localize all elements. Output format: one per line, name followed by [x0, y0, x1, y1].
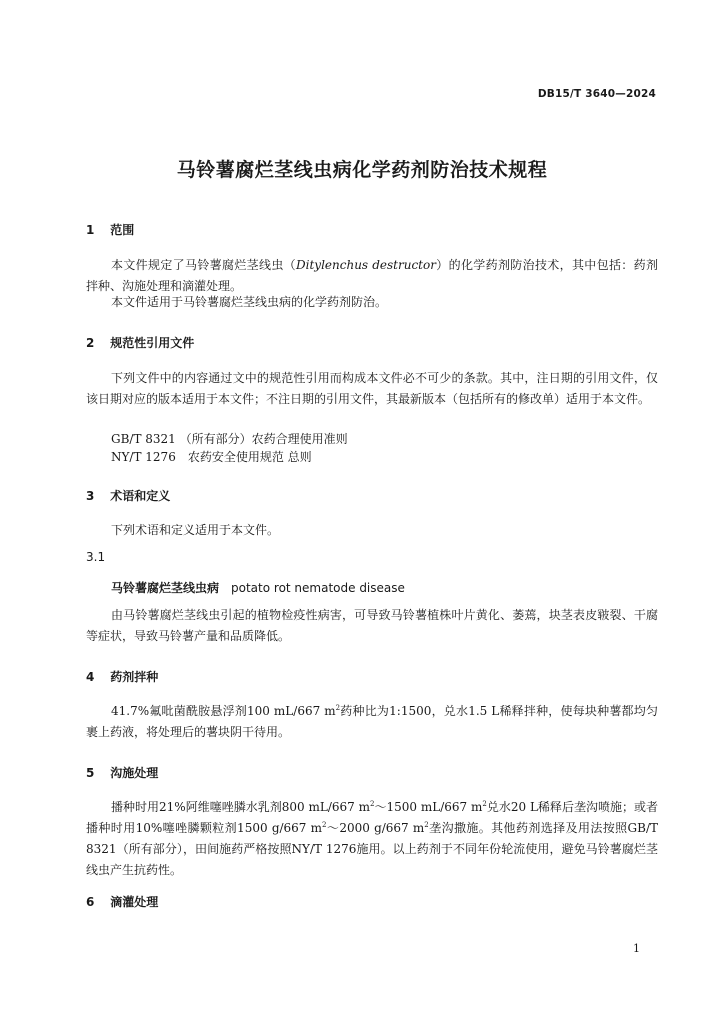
- section-1-heading: [86, 221, 134, 238]
- section-title: 规范性引用文件: [110, 336, 195, 350]
- seed-dressing-paragraph: 41.7%氟吡菌酰胺悬浮剂100 mL/667 $m^2$药种比为1:1500，兑水1.5 L稀释拌种，使每块种薯都均匀裹上药液，将处理后的薯块阴干待用。: [86, 704, 658, 739]
- section-title: 药剂拌种: [110, 670, 159, 684]
- section-6-heading: [86, 893, 158, 910]
- normative-references-paragraph: 下列文件中的内容通过文中的规范性引用而构成本文件必不可少的条款。其中，注日期的引用文件，仅该日期对应的版本适用于本文件；不注日期的引用文件，其最新版本（包括所有的修改单）适用于本文件。: [86, 371, 658, 406]
- term-number: 3.1: [86, 550, 106, 564]
- term-chinese: 马铃薯腐烂茎线虫病: [111, 581, 220, 595]
- document-title: 马铃薯腐烂茎线虫病化学药剂防治技术规程: [176, 159, 548, 181]
- section-title: 术语和定义: [110, 489, 171, 503]
- section-number: 3: [86, 489, 95, 503]
- latin-name: Ditylenchus destructor: [296, 258, 436, 272]
- furrow-application-paragraph: 播种时用21%阿维噻唑膦水乳剂800 mL/667 $m^2\sim 1500$ mL/667 $m^2$兑水20 L稀释后垄沟喷施；或者播种时用10%噻唑膦颗粒剂1500 g/667 $m^2\sim 2000$ g/667 $m^2$垄沟撒施。其他药剂选择及用法按照GB/T 8321（所有部分），田间施药严格按照NY/T 1276施用。以上药剂于不同年份轮流使用，避免马铃薯腐烂茎线虫产生抗药性。: [86, 800, 658, 877]
- reference-nyt-1276: NY/T 1276 农药安全使用规范 总则: [111, 450, 312, 464]
- term-entry: [111, 579, 405, 596]
- terms-intro-paragraph: 下列术语和定义适用于本文件。: [111, 523, 280, 537]
- section-title: 范围: [110, 223, 135, 237]
- section-number: 2: [86, 336, 95, 350]
- term-english: potato rot nematode disease: [231, 581, 405, 595]
- section-title: 滴灌处理: [110, 895, 159, 909]
- section-number: 1: [86, 223, 95, 237]
- section-number: 6: [86, 895, 95, 909]
- reference-gbt-8321: GB/T 8321 （所有部分）农药合理使用准则: [111, 432, 348, 446]
- page-number: 1: [633, 942, 640, 955]
- section-number: 5: [86, 766, 95, 780]
- section-4-heading: [86, 668, 158, 685]
- section-5-heading: [86, 764, 158, 781]
- term-definition: 由马铃薯腐烂茎线虫引起的植物检疫性病害，可导致马铃薯植株叶片黄化、萎蔫，块茎表皮皲裂、干腐等症状，导致马铃薯产量和品质降低。: [86, 608, 658, 643]
- scope-paragraph-2: 本文件适用于马铃薯腐烂茎线虫病的化学药剂防治。: [111, 295, 388, 309]
- section-title: 沟施处理: [110, 766, 159, 780]
- section-number: 4: [86, 670, 95, 684]
- scope-paragraph-1: 本文件规定了马铃薯腐烂茎线虫（Ditylenchus destructor）的化学药剂防治技术，其中包括：药剂拌种、沟施处理和滴灌处理。: [86, 258, 658, 293]
- section-3-heading: [86, 487, 170, 504]
- standard-code: DB15/T 3640—2024: [537, 88, 656, 100]
- section-2-heading: [86, 334, 194, 351]
